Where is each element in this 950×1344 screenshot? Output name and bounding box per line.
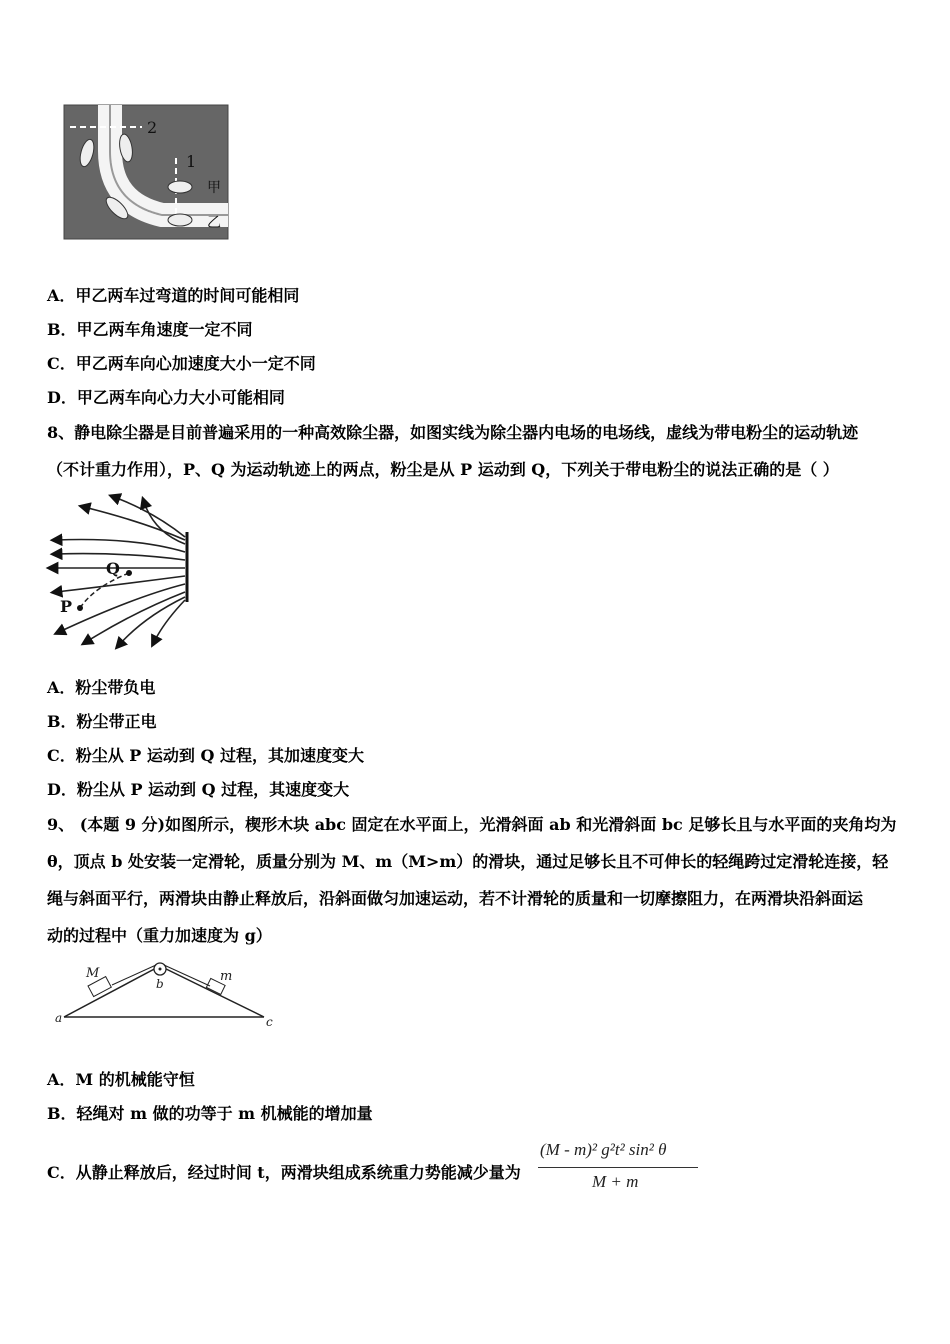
label-b: b [156,977,164,991]
wedge-figure [52,958,282,1033]
label-a: a [55,1011,63,1025]
q7-option-c: C．甲乙两车向心加速度大小一定不同 [47,354,316,373]
label-Q: Q [106,559,120,578]
label-yi: 乙 [207,215,221,231]
q9-stem-line1: 9、 (本题 9 分)如图所示，楔形木块 abc 固定在水平面上，光滑斜面 ab 和光滑斜面 bc 足够长且与水平面的夹角均为 [47,815,897,834]
q9-option-c: C．从静止释放后，经过时间 t，两滑块组成系统重力势能减少量为 [47,1163,521,1182]
label-2: 2 [147,118,158,137]
road-figure [62,103,232,243]
electric-field-figure [44,492,194,650]
label-jia: 甲 [207,180,221,196]
q7-option-b: B．甲乙两车角速度一定不同 [47,320,253,339]
q8-option-c: C．粉尘从 P 运动到 Q 过程，其加速度变大 [47,746,364,765]
label-M: M [86,966,100,981]
q9-stem-line3: 绳与斜面平行，两滑块由静止释放后，沿斜面做匀加速运动，若不计滑轮的质量和一切摩擦阻力，在两滑块沿斜面运 [47,889,864,908]
label-P: P [60,597,73,616]
q8-stem-line1: 8、静电除尘器是目前普遍采用的一种高效除尘器，如图实线为除尘器内电场的电场线，虚线为带电粉尘的运动轨迹 [47,423,859,442]
q7-option-d: D．甲乙两车向心力大小可能相同 [47,388,285,407]
q7-option-a: A．甲乙两车过弯道的时间可能相同 [47,286,300,305]
q8-option-b: B．粉尘带正电 [47,712,157,731]
q9-stem-line2: θ，顶点 b 处安装一定滑轮，质量分别为 M、m（M>m）的滑块，通过足够长且不可伸长的轻绳跨过定滑轮连接，轻 [47,852,889,871]
q8-stem-line2: （不计重力作用），P、Q 为运动轨迹上的两点，粉尘是从 P 运动到 Q，下列关于带电粉尘的说法正确的是（ ） [47,460,839,479]
formula-numerator: (M - m)² g²t² sin² θ [540,1140,667,1159]
q9-option-b: B．轻绳对 m 做的功等于 m 机械能的增加量 [47,1104,373,1123]
q9-stem-line4: 动的过程中（重力加速度为 g） [47,926,272,945]
label-c: c [266,1015,273,1029]
label-m: m [220,969,233,984]
fraction-bar [538,1167,698,1168]
q8-option-d: D．粉尘从 P 运动到 Q 过程，其速度变大 [47,780,350,799]
label-1: 1 [186,152,197,171]
formula-denominator: M + m [592,1172,639,1191]
q9-option-a: A．M 的机械能守恒 [47,1070,195,1089]
q8-option-a: A．粉尘带负电 [47,678,156,697]
